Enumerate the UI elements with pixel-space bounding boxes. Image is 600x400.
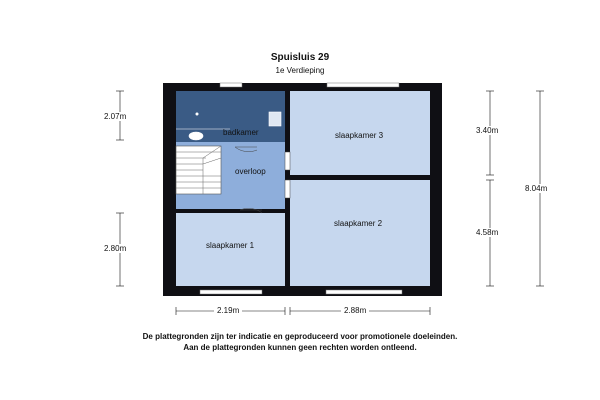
- dim-right-total: 8.04m: [525, 184, 548, 193]
- room-label-overloop: overloop: [235, 167, 266, 176]
- room-label-slaapkamer-2: slaapkamer 2: [334, 219, 383, 228]
- dim-left-bottom: 2.80m: [104, 244, 127, 253]
- room-slaapkamer-2: [290, 180, 430, 286]
- dim-right-top: 3.40m: [476, 126, 499, 135]
- dim-bottom-left: 2.19m: [214, 306, 242, 315]
- room-label-slaapkamer-1: slaapkamer 1: [206, 241, 255, 250]
- plan-title: Spuisluis 29: [270, 52, 330, 63]
- room-label-slaapkamer-3: slaapkamer 3: [335, 131, 384, 140]
- dim-left-top: 2.07m: [104, 112, 127, 121]
- dim-right-bottom: 4.58m: [476, 228, 499, 237]
- room-label-badkamer: badkamer: [223, 128, 259, 137]
- dim-bottom-right: 2.88m: [341, 306, 369, 315]
- disclaimer-line-1: De plattegronden zijn ter indicatie en geproduceerd voor promotionele doeleinden.: [142, 332, 458, 341]
- plan-subtitle: 1e Verdieping: [275, 66, 325, 75]
- disclaimer-line-2: Aan de plattegronden kunnen geen rechten worden ontleend.: [183, 343, 417, 352]
